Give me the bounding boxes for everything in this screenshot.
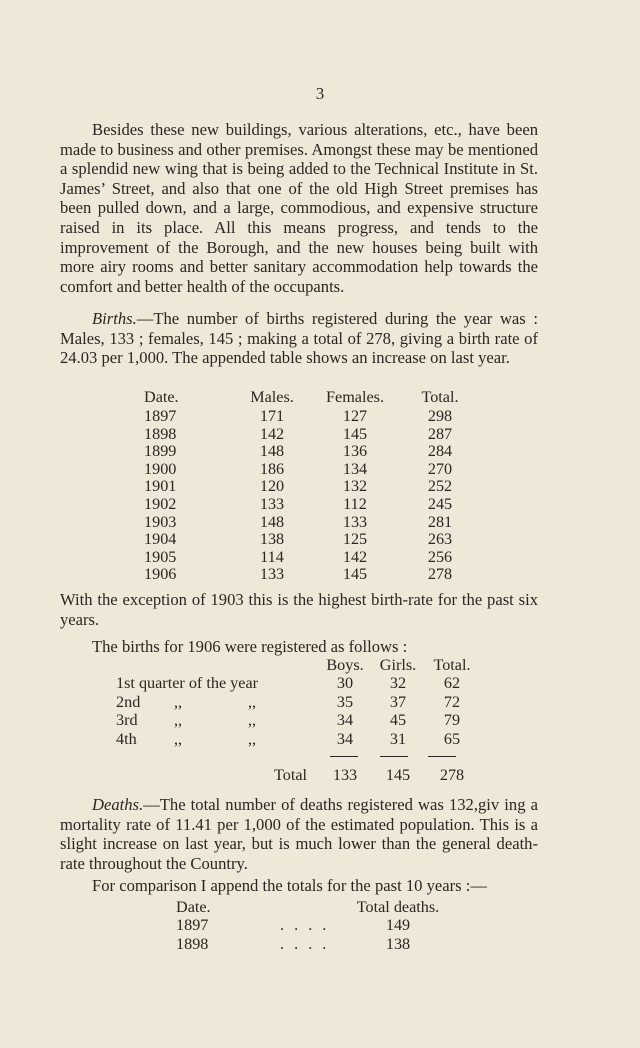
births-table-header [140,388,480,407]
table-row [110,693,490,711]
cell-females: 136 [342,442,368,461]
paragraph-exception: With the exception of 1903 this is the highest birth-rate for the past six years. [60,590,538,629]
cell-total: 284 [427,442,453,461]
births-heading: Births. [92,309,137,328]
cell-total: 79 [443,711,461,730]
cell-girls: 32 [389,674,407,693]
quarters-total-row [110,766,490,786]
table-row [140,548,480,566]
table-row [170,916,470,934]
deaths-text: —The total number of deaths registered was 132,giv ing a mortality rate of 11.41 per 1,000 of the estimated population. This is a slight increase on last year, but is much lower than the general death-rate throughout the Country. [60,795,538,873]
cell-date: 1897 [176,916,209,935]
header-total: Total. [433,656,471,674]
cell-total: 252 [427,477,453,496]
cell-boys: 34 [336,711,354,730]
table-row [140,460,480,478]
rule-boys [330,756,358,757]
table-row [140,407,480,425]
table-row [140,530,480,548]
table-row [170,935,470,953]
cell-date: 1898 [176,934,209,953]
cell-date: 1898 [144,424,177,443]
table-row [140,565,480,583]
cell-total: 245 [427,494,453,513]
header-total: Total. [421,388,459,406]
cell-deaths: 149 [385,916,411,935]
paragraph-buildings: Besides these new buildings, various alterations, etc., have been made to business and other premises. Amongst these may be mentioned a splendid new wing that is being added to the Technical Institute in St. James’ Street, and also that one of the old High Street premises has been pulled down, and a large, commodious, and expensive structure raised in its place. All this means progress, and tends to the improvement of the Borough, and the new houses being built with more airy rooms and better sanitary accommodation help towards the comfort and better health of the occupants. [60,120,538,296]
cell-total: 72 [443,692,461,711]
cell-date: 1899 [144,442,177,461]
total-girls: 145 [385,766,411,784]
total-label: Total [274,766,308,784]
header-males: Males. [250,388,294,406]
cell-date: 1904 [144,530,177,549]
cell-males: 120 [259,477,285,496]
cell-total: 278 [427,565,453,584]
cell-date: 1901 [144,477,177,496]
header-boys: Boys. [326,656,364,674]
rule-total [428,756,456,757]
cell-date: 1903 [144,512,177,531]
table-row [140,495,480,513]
cell-males: 138 [259,530,285,549]
quarter-label: 3rd [116,711,138,730]
cell-total: 256 [427,547,453,566]
table-row [110,674,490,692]
deaths-table-header [170,898,470,916]
total-boys: 133 [332,766,358,784]
cell-boys: 35 [336,692,354,711]
deaths-table [170,898,470,953]
cell-boys: 30 [336,674,354,693]
header-date: Date. [144,388,179,406]
cell-females: 112 [343,494,367,513]
cell-date: 1906 [144,565,177,584]
cell-deaths: 138 [385,934,411,953]
cell-females: 145 [342,424,368,443]
cell-date: 1905 [144,547,177,566]
cell-males: 133 [259,494,285,513]
ditto-mark: ,, [174,729,183,748]
cell-total: 298 [427,407,453,425]
cell-total: 281 [427,512,453,531]
cell-total: 287 [427,424,453,443]
cell-girls: 45 [389,711,407,730]
cell-girls: 31 [389,729,407,748]
paragraph-births [60,309,538,368]
births-text: —The number of births registered during the year was : Males, 133 ; females, 145 ; making a total of 278, giving a birth rate of 24.03 per 1,000. The appended table shows an increase on last year. [60,309,538,368]
cell-males: 148 [259,442,285,461]
cell-females: 145 [342,565,368,584]
ditto-mark: ,, [174,711,183,730]
cell-females: 127 [342,407,368,425]
deaths-heading: Deaths. [92,795,144,814]
cell-date: 1900 [144,459,177,478]
quarters-table-header [110,656,490,674]
cell-males: 186 [259,459,285,478]
table-row [110,730,490,748]
ditto-mark: ,, [248,711,257,730]
page-number: 3 [315,84,325,103]
table-row [140,513,480,531]
cell-girls: 37 [389,692,407,711]
table-row [140,442,480,460]
header-girls: Girls. [379,656,417,674]
ditto-mark: ,, [174,692,183,711]
cell-males: 148 [259,512,285,531]
cell-females: 134 [342,459,368,478]
ditto-mark: ,, [248,729,257,748]
cell-boys: 34 [336,729,354,748]
paragraph-comparison: For comparison I append the totals for the past 10 years :— [92,876,487,895]
rule-girls [380,756,408,757]
cell-date: 1902 [144,494,177,513]
cell-total: 270 [427,459,453,478]
table-row [140,425,480,443]
cell-total: 65 [443,729,461,748]
cell-females: 133 [342,512,368,531]
cell-date: 1897 [144,407,177,425]
quarter-label: 2nd [116,692,141,711]
cell-males: 142 [259,424,285,443]
quarter-label: 1st quarter of the year [116,674,259,693]
table-row [140,477,480,495]
quarters-table [110,656,490,748]
ditto-mark: ,, [248,692,257,711]
leader-dots: . . . . [280,934,330,953]
cell-total: 263 [427,530,453,549]
cell-females: 142 [342,547,368,566]
paragraph-quarters-intro: The births for 1906 were registered as follows : [92,637,408,656]
quarter-label: 4th [116,729,137,748]
header-date: Date. [176,898,211,916]
cell-females: 125 [342,530,368,549]
births-table [140,388,480,583]
header-females: Females. [326,388,384,406]
table-row [110,711,490,729]
leader-dots: . . . . [280,916,330,935]
cell-males: 133 [259,565,285,584]
header-total-deaths: Total deaths. [356,898,440,916]
paragraph-deaths [60,795,538,873]
cell-total: 62 [443,674,461,693]
cell-males: 171 [259,407,285,425]
cell-males: 114 [260,547,284,566]
total-total: 278 [439,766,465,784]
cell-females: 132 [342,477,368,496]
